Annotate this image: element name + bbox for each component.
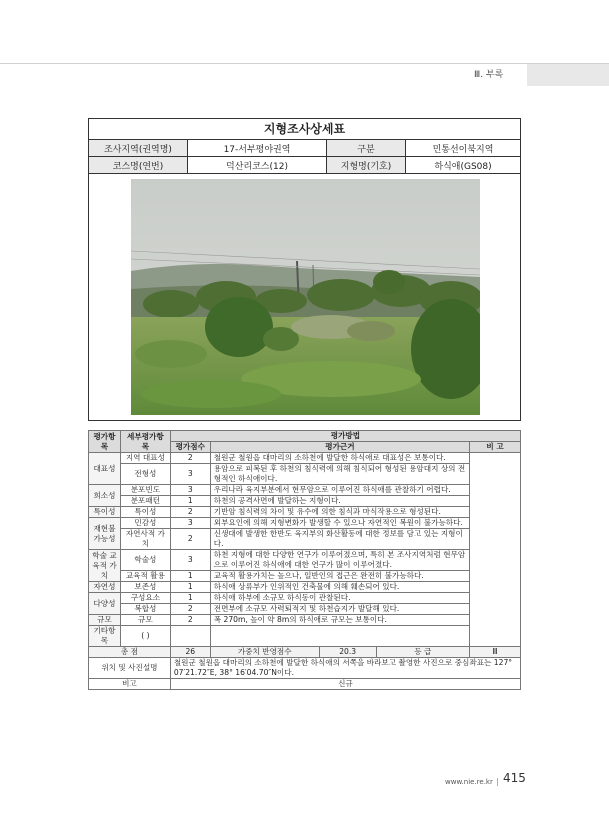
eval-category: 다양성 (89, 593, 121, 615)
eval-row (89, 518, 521, 529)
eval-row (89, 593, 521, 604)
landform-value: 하식애(GS08) (406, 157, 521, 174)
info-row (89, 140, 520, 157)
category-value: 민통선이북지역 (406, 140, 521, 157)
weighted-cell (210, 647, 469, 658)
eval-sub: 지역 대표성 (120, 453, 170, 464)
eval-score: 2 (170, 529, 210, 550)
eval-score (170, 626, 210, 647)
eval-basis: 전면부에 소규모 사력퇴적지 및 하천습지가 발달해 있다. (210, 604, 469, 615)
note-row (89, 679, 521, 690)
grade-value: Ⅲ (470, 647, 521, 658)
location-text: 철원군 철원읍 대마리의 소하천에 발달한 하식애의 서쪽을 바라보고 촬영한 사진으로 중심좌표는 127° 07′21.72″E, 38° 16′04.70″N이다. (170, 658, 520, 679)
eval-sub: 특이성 (120, 507, 170, 518)
eval-basis: 하천의 공격사면에 발달하는 지형이다. (210, 496, 469, 507)
eval-score: 2 (170, 615, 210, 626)
survey-sheet (88, 118, 521, 421)
eval-row (89, 507, 521, 518)
eval-basis: 교육적 활용가치는 높으나, 일반인의 접근은 완전히 불가능하다. (210, 571, 469, 582)
header-score: 평가점수 (170, 442, 210, 453)
eval-basis: 철원군 철원읍 대마리의 소하천에 발달한 하식애로 대표성은 보통이다. (210, 453, 469, 464)
eval-score: 2 (170, 453, 210, 464)
eval-basis: 외부요인에 의해 지형변화가 발생할 수 있으나 자연적인 복원이 불가능하다. (210, 518, 469, 529)
course-label: 코스명(연번) (89, 157, 188, 174)
eval-basis: 하천 지형에 대한 다양한 연구가 이루어졌으며, 특히 본 조사지역처럼 현무암으로 이루어진 하식애에 대한 연구가 많이 이루어졌다. (210, 550, 469, 571)
eval-row (89, 485, 521, 496)
eval-score: 1 (170, 496, 210, 507)
info-row (89, 157, 520, 174)
evaluation-table (88, 430, 521, 690)
total-score: 26 (170, 647, 210, 658)
header-sub: 세부평가항목 (120, 431, 170, 453)
header-item: 평가항목 (89, 431, 121, 453)
chapter-label: Ⅲ. 부록 (474, 70, 504, 80)
eval-category: 재현불가능성 (89, 518, 121, 550)
eval-basis: 우리나라 육지부분에서 현무암으로 이루어진 하식애를 관찰하기 어렵다. (210, 485, 469, 496)
note-value: 신규 (170, 679, 520, 690)
eval-header-row (89, 431, 521, 442)
landform-photo (131, 179, 480, 415)
eval-basis: 신생대에 발생한 한반도 육지부의 화산활동에 대한 정보를 담고 있는 지형이다. (210, 529, 469, 550)
header-note: 비 고 (470, 442, 521, 453)
landform-label: 지형명(기호) (327, 157, 406, 174)
eval-sub: 자연사적 가치 (120, 529, 170, 550)
note-label: 비고 (89, 679, 171, 690)
region-value: 17-서부평야권역 (188, 140, 327, 157)
eval-score: 3 (170, 518, 210, 529)
summary-inner (211, 647, 469, 657)
weighted-score: 20.3 (319, 647, 376, 657)
eval-basis (210, 626, 469, 647)
eval-basis: 하식애 상류부가 인위적인 건축물에 의해 훼손되어 있다. (210, 582, 469, 593)
info-table (89, 140, 520, 174)
total-label: 총 점 (89, 647, 171, 658)
summary-inner-row (211, 647, 469, 657)
eval-sub: 복합성 (120, 604, 170, 615)
eval-sub: 학술성 (120, 550, 170, 571)
eval-sub: 보존성 (120, 582, 170, 593)
eval-row (89, 464, 521, 485)
eval-category: 규모 (89, 615, 121, 626)
eval-row (89, 529, 521, 550)
eval-sub: 규모 (120, 615, 170, 626)
header-method: 평가방법 (170, 431, 520, 442)
eval-row (89, 550, 521, 571)
eval-row (89, 453, 521, 464)
top-rule (0, 63, 609, 64)
eval-sub: 전형성 (120, 464, 170, 485)
eval-category: 학술 교육적 가치 (89, 550, 121, 582)
eval-score: 3 (170, 550, 210, 571)
eval-score: 2 (170, 507, 210, 518)
header-basis: 평가근거 (210, 442, 469, 453)
eval-basis: 기반암 침식력의 차이 및 유수에 의한 침식과 마식작용으로 형성된다. (210, 507, 469, 518)
footer-divider: | (496, 777, 499, 786)
eval-category: 희소성 (89, 485, 121, 507)
chapter-tab (527, 64, 609, 86)
sheet-title: 지형조사상세표 (89, 119, 520, 140)
region-label: 조사지역(권역명) (89, 140, 188, 157)
eval-basis: 폭 270m, 높이 약 8m의 하식애로 규모는 보통이다. (210, 615, 469, 626)
eval-score: 3 (170, 464, 210, 485)
eval-row (89, 615, 521, 626)
eval-sub: 교육적 활용 (120, 571, 170, 582)
eval-score: 1 (170, 571, 210, 582)
course-value: 덕산리코스(12) (188, 157, 327, 174)
weighted-label: 가중치 반영점수 (211, 647, 320, 657)
eval-category: 대표성 (89, 453, 121, 485)
eval-row (89, 582, 521, 593)
eval-note (470, 453, 521, 647)
eval-sub: 구성요소 (120, 593, 170, 604)
eval-score: 1 (170, 593, 210, 604)
category-label: 구분 (327, 140, 406, 157)
eval-score: 3 (170, 485, 210, 496)
location-label: 위치 및 사진설명 (89, 658, 171, 679)
eval-row (89, 626, 521, 647)
eval-score: 2 (170, 604, 210, 615)
page-number: 415 (503, 771, 526, 785)
eval-sub: ( ) (120, 626, 170, 647)
eval-category: 기타항목 (89, 626, 121, 647)
eval-sub: 민감성 (120, 518, 170, 529)
eval-row (89, 571, 521, 582)
eval-sub: 분포패턴 (120, 496, 170, 507)
eval-category: 특이성 (89, 507, 121, 518)
eval-score: 1 (170, 582, 210, 593)
summary-row (89, 647, 521, 658)
location-row (89, 658, 521, 679)
footer-url: www.nie.re.kr (445, 778, 493, 786)
eval-row (89, 604, 521, 615)
eval-sub: 분포빈도 (120, 485, 170, 496)
eval-row (89, 496, 521, 507)
eval-basis: 용암으로 피복된 후 하천의 침식력에 의해 침식되어 형성된 용암대지 상의 전형적인 하식애이다. (210, 464, 469, 485)
eval-basis: 하식애 하부에 소규모 하식동이 관찰된다. (210, 593, 469, 604)
eval-category: 자연성 (89, 582, 121, 593)
grade-label: 등 급 (376, 647, 469, 657)
